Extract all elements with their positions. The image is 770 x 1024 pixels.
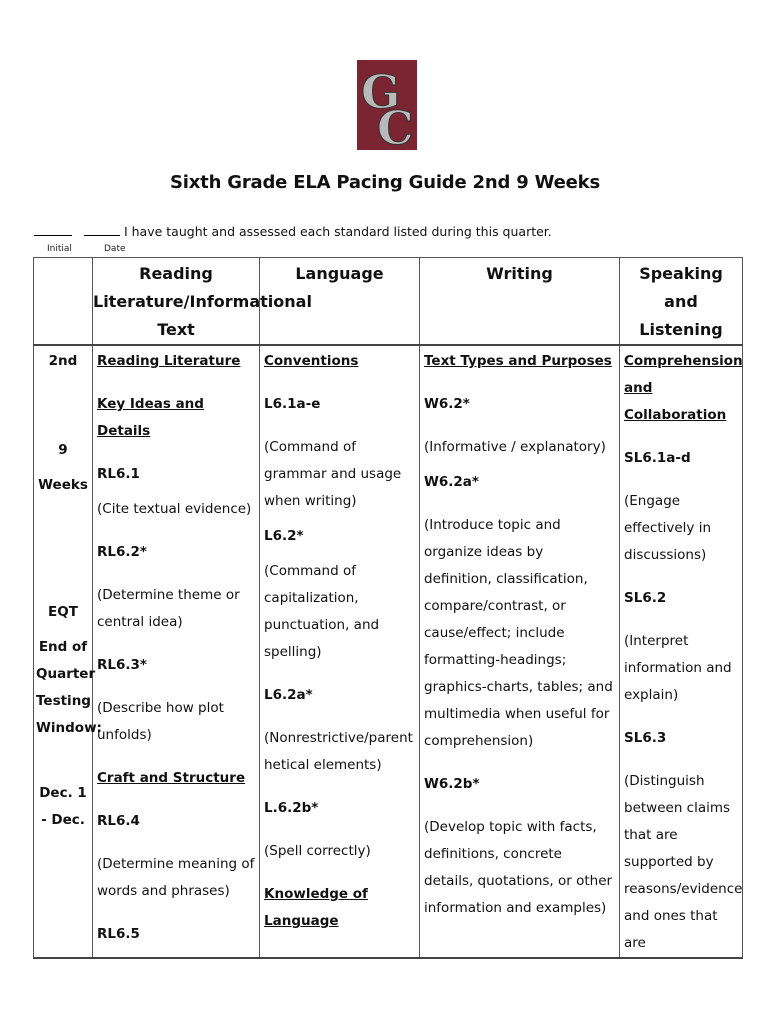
standard-l62-desc: (Command of capitalization, punctuation, and spelling) bbox=[264, 563, 380, 660]
standard-sl62: SL6.2 bbox=[624, 590, 667, 606]
standard-sl62-desc: (Interpret information and explain) bbox=[624, 633, 732, 703]
standard-w62-desc: (Informative / explanatory) bbox=[424, 439, 606, 455]
reading-literature-heading: Reading Literature bbox=[97, 353, 241, 369]
text-types-heading: Text Types and Purposes bbox=[424, 353, 612, 369]
header-reading: Reading Literature/Informational Text bbox=[93, 258, 260, 346]
standard-l62: L6.2* bbox=[264, 528, 304, 544]
term-label: 2nd bbox=[48, 353, 78, 369]
standard-w62b: W6.2b* bbox=[424, 776, 480, 792]
signature-statement: I have taught and assessed each standard listed during this quarter. bbox=[123, 224, 552, 239]
reading-cell bbox=[93, 345, 260, 958]
header-language: Language bbox=[260, 258, 420, 346]
knowledge-language-heading: Knowledge of Language bbox=[264, 886, 368, 929]
term-cell bbox=[34, 345, 102, 958]
nine-label: 9 bbox=[58, 442, 68, 458]
standard-w62b-desc: (Develop topic with facts, definitions, concrete details, quotations, or other information and examples) bbox=[424, 819, 613, 916]
standard-w62a-desc: (Introduce topic and organize ideas by definition, classification, compare/contrast, or cause/effect; include formatting-headings; graphics-charts, tables; and multimedia when useful for comprehension) bbox=[424, 517, 613, 749]
standard-l62a-desc: (Nonrestrictive/parenthetical elements) bbox=[264, 730, 413, 773]
weeks-label: Weeks bbox=[38, 477, 88, 493]
standard-rl61-desc: (Cite textual evidence) bbox=[97, 501, 252, 517]
testing-window-label: End of Quarter Testing Window: bbox=[36, 639, 102, 736]
header-writing: Writing bbox=[420, 258, 620, 346]
eqt-label: EQT bbox=[48, 604, 78, 620]
writing-cell bbox=[420, 345, 620, 958]
standard-rl62-desc: (Determine theme or central idea) bbox=[97, 587, 240, 630]
pacing-table bbox=[33, 257, 743, 959]
standard-sl61: SL6.1a-d bbox=[624, 450, 691, 466]
standard-w62a: W6.2a* bbox=[424, 474, 479, 490]
standard-l62a: L6.2a* bbox=[264, 687, 313, 703]
standard-rl63: RL6.3* bbox=[97, 657, 147, 673]
initial-blank[interactable] bbox=[34, 225, 72, 236]
date-blank[interactable] bbox=[84, 225, 120, 236]
standard-l61: L6.1a-e bbox=[264, 396, 321, 412]
speaking-cell bbox=[620, 345, 743, 958]
standard-sl63: SL6.3 bbox=[624, 730, 667, 746]
standard-rl64-desc: (Determine meaning of words and phrases) bbox=[97, 856, 255, 899]
standard-l62b-desc: (Spell correctly) bbox=[264, 843, 371, 859]
standard-rl63-desc: (Describe how plot unfolds) bbox=[97, 700, 224, 743]
standard-l61-desc: (Command of grammar and usage when writing) bbox=[264, 439, 402, 509]
standard-rl61: RL6.1 bbox=[97, 466, 140, 482]
date-caption: Date bbox=[104, 244, 126, 254]
comprehension-heading: Comprehension and Collaboration bbox=[624, 353, 743, 423]
header-blank bbox=[34, 258, 93, 346]
standard-rl64: RL6.4 bbox=[97, 813, 140, 829]
page-title: Sixth Grade ELA Pacing Guide 2nd 9 Weeks bbox=[170, 172, 600, 193]
standard-l62b: L.6.2b* bbox=[264, 800, 319, 816]
key-ideas-heading: Key Ideas and Details bbox=[97, 396, 204, 439]
conventions-heading: Conventions bbox=[264, 353, 359, 369]
standard-sl63-desc: (Distinguish between claims that are supported by reasons/evidence and ones that are bbox=[624, 773, 743, 951]
signature-line bbox=[34, 224, 552, 239]
header-row bbox=[34, 258, 743, 346]
header-speaking: Speaking and Listening bbox=[620, 258, 743, 346]
svg-text:G: G bbox=[361, 65, 401, 119]
quarter-row bbox=[34, 345, 743, 958]
standard-sl61-desc: (Engage effectively in discussions) bbox=[624, 493, 712, 563]
initial-caption: Initial bbox=[47, 244, 72, 254]
standard-rl62: RL6.2* bbox=[97, 544, 147, 560]
svg-text:C: C bbox=[377, 101, 414, 150]
standard-rl65: RL6.5 bbox=[97, 926, 140, 942]
language-cell bbox=[260, 345, 420, 958]
standard-w62: W6.2* bbox=[424, 396, 470, 412]
testing-dates: Dec. 1 - Dec. bbox=[39, 785, 87, 828]
craft-structure-heading: Craft and Structure bbox=[97, 770, 246, 786]
gc-logo bbox=[357, 60, 417, 150]
